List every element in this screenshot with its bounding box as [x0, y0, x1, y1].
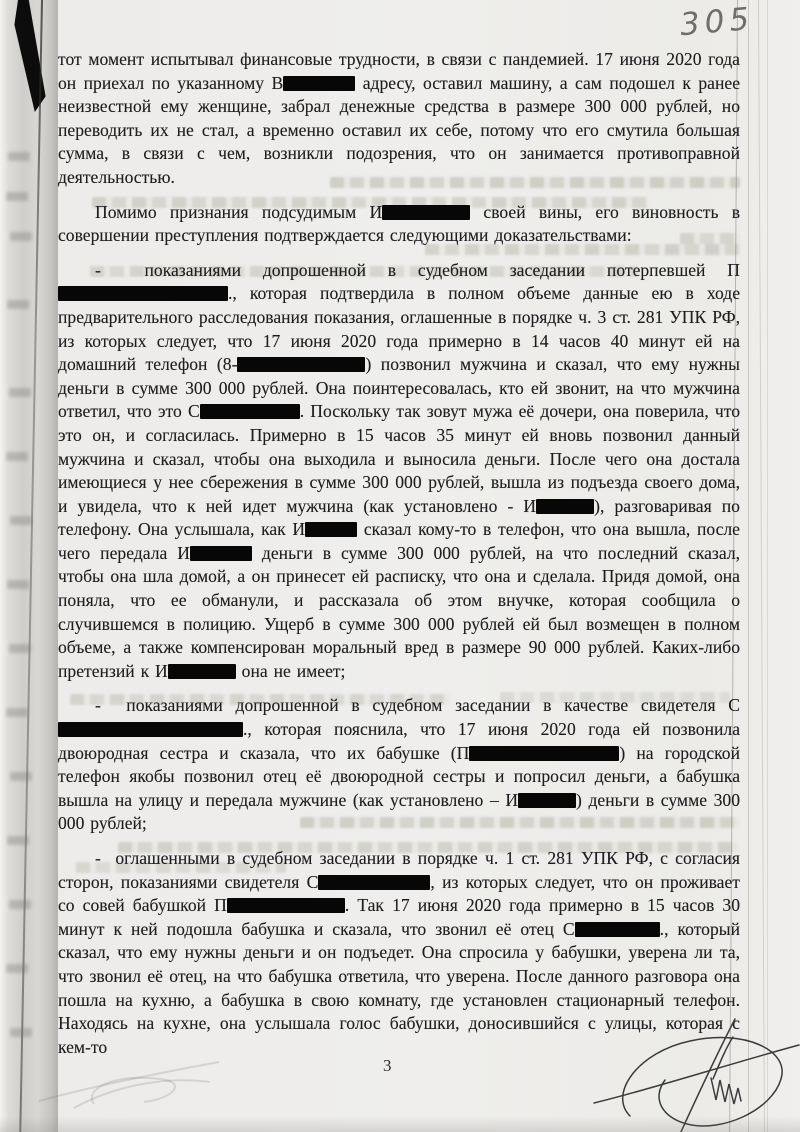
bleedthrough-mark — [9, 644, 31, 653]
bleedthrough-mark — [7, 836, 29, 845]
bleedthrough-mark — [7, 300, 29, 309]
redaction-bar — [190, 546, 252, 561]
paragraph: - показаниями допрошенной в судебном заседании потерпевшей П., которая подтвердила в полном объеме данные ею в ходе предварительного расследования показания, оглашенные в порядке ч. 3 ст. 281 УПК РФ, из которых следует, что 17 июня 2020 года примерно в 14 часов 40 минут ей на домашний телефон (8- ) позвонил мужчина и сказал, что ему нужны деньги в сумме 300 000 рублей. Она поинтересовалась, кто ей звонит, на что мужчина ответил, что это С . Поскольку так зовут мужа её дочери, она поверила, что это он, и согласилась. Примерно в 15 часов 35 минут ей вновь позвонил данный мужчина и сказал, чтобы она выходила и выносила деньги. После чего она достала имеющиеся у нее сбережения в сумме 300 000 рублей, вышла из подъезда своего дома, и увидела, что к ней идет мужчина (как установлено - И ), разговаривая по телефону. Она услышала, как И сказал кому-то в телефон, что она вышла, после чего передала И деньги в сумме 300 000 рублей, на что последний сказал, чтобы она шла домой, а он принесет ей расписку, что она и сделала. Придя домой, она поняла, что ее обманули, и рассказала об этом внучке, которая сообщила о случившемся в полицию. Ущерб в сумме 300 000 рублей ей был возмещен в полном объеме, а также компенсирован моральный вред в размере 90 000 рублей. Каких-либо претензий к И она не имеет; — [58, 259, 740, 681]
bleedthrough-mark — [6, 964, 28, 973]
page-edge-line — [758, 0, 765, 1132]
redaction-bar — [168, 664, 236, 679]
page-binding-shadow — [0, 0, 58, 1132]
scan-bottom-shadow — [0, 1116, 800, 1132]
bleedthrough-mark — [6, 708, 28, 717]
bleedthrough-mark — [10, 1028, 32, 1037]
page-number: 3 — [383, 1056, 392, 1075]
redaction-bar — [382, 205, 470, 220]
bleedthrough-mark — [6, 192, 28, 201]
redaction-bar — [227, 898, 345, 913]
redaction-bar — [237, 357, 365, 372]
redaction-bar — [318, 875, 430, 890]
bleedthrough-mark — [7, 580, 29, 589]
redaction-bar — [575, 922, 660, 937]
bleedthrough-mark — [10, 516, 32, 525]
bleedthrough-mark — [9, 900, 31, 909]
redaction-bar — [305, 522, 357, 537]
redaction-bar — [536, 499, 594, 514]
bleedthrough-mark — [9, 388, 31, 397]
paragraph: - показаниями допрошенной в судебном заседании в качестве свидетеля С., которая пояснила, что 17 июня 2020 года ей позвонила двоюродная сестра и сказала, что их бабушке (П ) на городской телефон якобы позвонил отец её двоюродной сестры и попросил деньги, а бабушка вышла на улицу и передала мужчине (как установлено – И ) деньги в сумме 300 000 рублей; — [58, 695, 740, 834]
document-text — [58, 48, 740, 1059]
page-edge-line — [767, 0, 768, 1132]
redaction-bar — [58, 286, 228, 301]
redaction-bar — [58, 722, 243, 737]
ghost-signature — [34, 1046, 224, 1116]
bleedthrough-mark — [10, 232, 32, 241]
handwritten-page-number: 305 — [678, 0, 756, 44]
redaction-bar — [283, 76, 355, 91]
redaction-bar — [469, 746, 619, 761]
bleedthrough-mark — [10, 772, 32, 781]
paragraph: - оглашенными в судебном заседании в порядке ч. 1 ст. 281 УПК РФ, с согласия сторон, показаниями свидетеля С , из которых следует, что он проживает со совей бабушкой П . Так 17 июня 2020 года примерно в 15 часов 30 минут к ней подошла бабушка и сказала, что звонил её отец С ., который сказал, что ему нужны деньги и он подъедет. Она спросила у бабушки, уверена ли та, что звонил её отец, на что бабушка ответила, что уверена. После данного разговора она пошла на кухню, а бабушка в свою комнату, где установлен стационарный телефон. Находясь на кухне, она услышала голос бабушки, доносившийся с улицы, которая с кем-то — [58, 848, 741, 1057]
redaction-bar — [518, 793, 576, 808]
redaction-bar — [200, 404, 300, 419]
paragraph: Помимо признания подсудимым И своей вины, его виновность в совершении преступления подтверждается следующими доказательствами: — [58, 201, 741, 246]
paragraph: тот момент испытывал финансовые трудности, в связи с пандемией. 17 июня 2020 года он приехал по указанному В адресу, оставил машину, а сам подошел к ранее неизвестной ему женщине, забрал денежные средства в размере 300 000 рублей, но переводить их не стал, а временно оставил их себе, потому что его смутила большая сумма, в связи с чем, возникли подозрения, что он занимается противоправной деятельностью. — [58, 49, 740, 187]
page-edge-line — [748, 0, 749, 1132]
bleedthrough-mark — [8, 152, 30, 161]
signature — [592, 1016, 800, 1132]
bleedthrough-mark — [6, 452, 28, 461]
